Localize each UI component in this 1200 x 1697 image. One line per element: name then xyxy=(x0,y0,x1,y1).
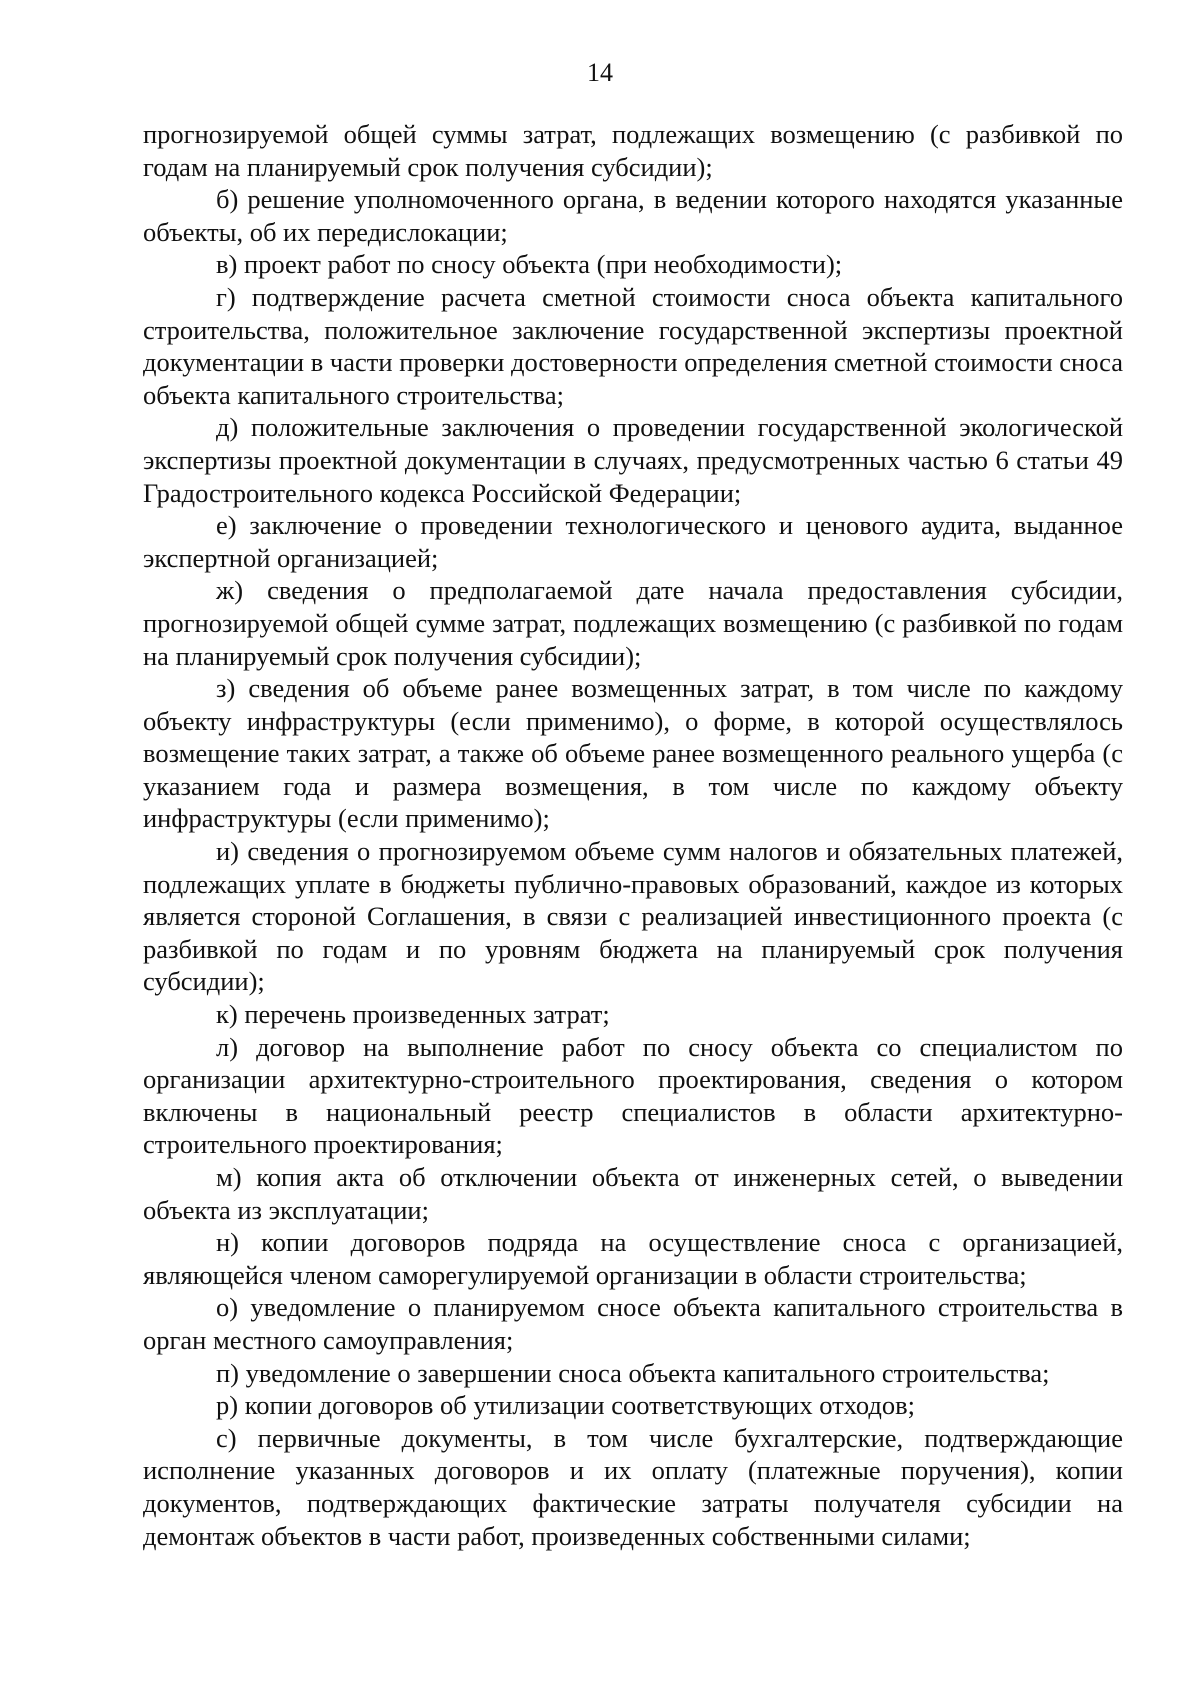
list-item-b: б) решение уполномоченного органа, в ведении которого находятся указанные объекты, об их передислокации; xyxy=(143,184,1123,247)
paragraph-continuation: прогнозируемой общей суммы затрат, подлежащих возмещению (с разбивкой по годам на планируемый срок получения субсидии); xyxy=(143,119,1123,182)
list-item-p: п) уведомление о завершении сноса объекта капитального строительства; xyxy=(216,1357,1050,1388)
page-number: 14 xyxy=(587,58,613,87)
list-item-o: о) уведомление о планируемом сносе объекта капитального строительства в орган местного самоуправления; xyxy=(143,1292,1123,1355)
list-item-z: з) сведения об объеме ранее возмещенных затрат, в том числе по каждому объекту инфраструктуры (если применимо), о форме, в которой осуществлялось возмещение таких затрат, а также об объеме ранее возмещенного реального ущерба (с указанием года и размера возмещения, в том числе по каждому объекту инфраструктуры (если применимо); xyxy=(143,673,1123,834)
list-item-zh: ж) сведения о предполагаемой дате начала предоставления субсидии, прогнозируемой общей сумме затрат, подлежащих возмещению (с разбивкой по годам на планируемый срок получения субсидии); xyxy=(143,575,1123,671)
list-item-i: и) сведения о прогнозируемом объеме сумм налогов и обязательных платежей, подлежащих уплате в бюджеты публично-правовых образований, каждое из которых является стороной Соглашения, в связи с реализацией инвестиционного проекта (с разбивкой по годам и по уровням бюджета на планируемый срок получения субсидии); xyxy=(143,836,1123,997)
list-item-e: е) заключение о проведении технологического и ценового аудита, выданное экспертной организацией; xyxy=(143,510,1123,573)
list-item-v: в) проект работ по сносу объекта (при необходимости); xyxy=(216,249,843,280)
list-item-m: м) копия акта об отключении объекта от инженерных сетей, о выведении объекта из эксплуатации; xyxy=(143,1162,1123,1225)
list-item-g: г) подтверждение расчета сметной стоимости сноса объекта капитального строительства, положительное заключение государственной экспертизы проектной документации в части проверки достоверности определения сметной стоимости сноса объекта капитального строительства; xyxy=(143,281,1123,410)
list-item-s: с) первичные документы, в том числе бухгалтерские, подтверждающие исполнение указанных договоров и их оплату (платежные поручения), копии документов, подтверждающих фактические затраты получателя субсидии на демонтаж объектов в части работ, произведенных собственными силами; xyxy=(143,1422,1123,1551)
list-item-l: л) договор на выполнение работ по сносу объекта со специалистом по организации архитектурно-строительного проектирования, сведения о котором включены в национальный реестр специалистов в области архитектурно-строительного проектирования; xyxy=(143,1031,1123,1160)
list-item-k: к) перечень произведенных затрат; xyxy=(216,999,610,1030)
list-item-r: р) копии договоров об утилизации соответствующих отходов; xyxy=(216,1390,916,1421)
list-item-d: д) положительные заключения о проведении государственной экологической экспертизы проектной документации в случаях, предусмотренных частью 6 статьи 49 Градостроительного кодекса Российской Федерации; xyxy=(143,412,1123,508)
document-body xyxy=(143,118,1123,1552)
list-item-n: н) копии договоров подряда на осуществление сноса с организацией, являющейся членом саморегулируемой организации в области строительства; xyxy=(143,1227,1123,1290)
